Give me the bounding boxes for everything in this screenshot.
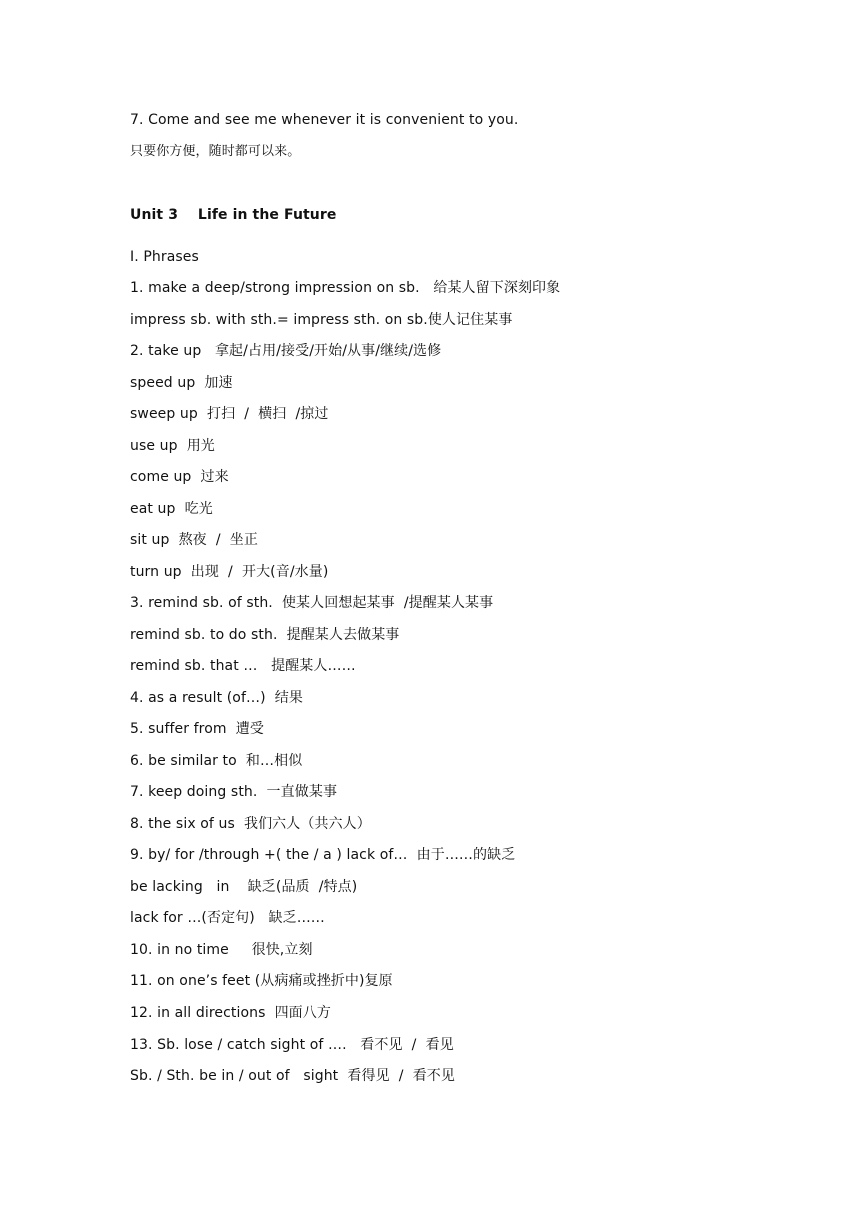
phrase-line: 6. be similar to 和…相似: [130, 753, 303, 769]
phrase-line: impress sb. with sth.= impress sth. on sb.使人记住某事: [130, 312, 513, 328]
phrase-line: lack for …(否定句) 缺乏……: [130, 910, 325, 926]
phrase-line: 8. the six of us 我们六人（共六人）: [130, 816, 371, 832]
phrase-line: 9. by/ for /through +( the / a ) lack of… 由于……的缺乏: [130, 847, 516, 863]
phrase-line: 3. remind sb. of sth. 使某人回想起某事 /提醒某人某事: [130, 595, 494, 611]
example-sentence: 7. Come and see me whenever it is convenient to you.: [130, 112, 519, 128]
phrase-line: 11. on one’s feet (从病痛或挫折中)复原: [130, 973, 393, 989]
phrase-line: eat up 吃光: [130, 501, 213, 517]
phrase-line: 7. keep doing sth. 一直做某事: [130, 784, 338, 800]
phrase-line: sweep up 打扫 / 横扫 /掠过: [130, 406, 329, 422]
phrase-line: speed up 加速: [130, 375, 233, 391]
phrase-line: sit up 熬夜 / 坐正: [130, 532, 259, 548]
phrase-line: be lacking in 缺乏(品质 /特点): [130, 879, 358, 895]
phrase-line: 1. make a deep/strong impression on sb. 给某人留下深刻印象: [130, 280, 561, 296]
phrase-line: 13. Sb. lose / catch sight of …. 看不见 / 看见: [130, 1037, 454, 1053]
phrase-line: Sb. / Sth. be in / out of sight 看得见 / 看不见: [130, 1068, 455, 1084]
phrase-line: 5. suffer from 遭受: [130, 721, 264, 737]
phrase-line: 12. in all directions 四面八方: [130, 1005, 331, 1021]
phrase-line: 2. take up 拿起/占用/接受/开始/从事/继续/选修: [130, 343, 442, 359]
section-label: I. Phrases: [130, 249, 199, 265]
phrase-line: remind sb. to do sth. 提醒某人去做某事: [130, 627, 400, 643]
phrase-line: turn up 出现 / 开大(音/水量): [130, 564, 329, 580]
unit-title: Unit 3 Life in the Future: [130, 207, 337, 223]
phrase-line: use up 用光: [130, 438, 215, 454]
phrase-line: come up 过来: [130, 469, 229, 485]
phrase-line: 10. in no time 很快,立刻: [130, 942, 313, 958]
example-translation: 只要你方便，随时都可以来。: [130, 144, 301, 159]
phrase-line: remind sb. that … 提醒某人……: [130, 658, 356, 674]
phrase-line: 4. as a result (of…) 结果: [130, 690, 303, 706]
